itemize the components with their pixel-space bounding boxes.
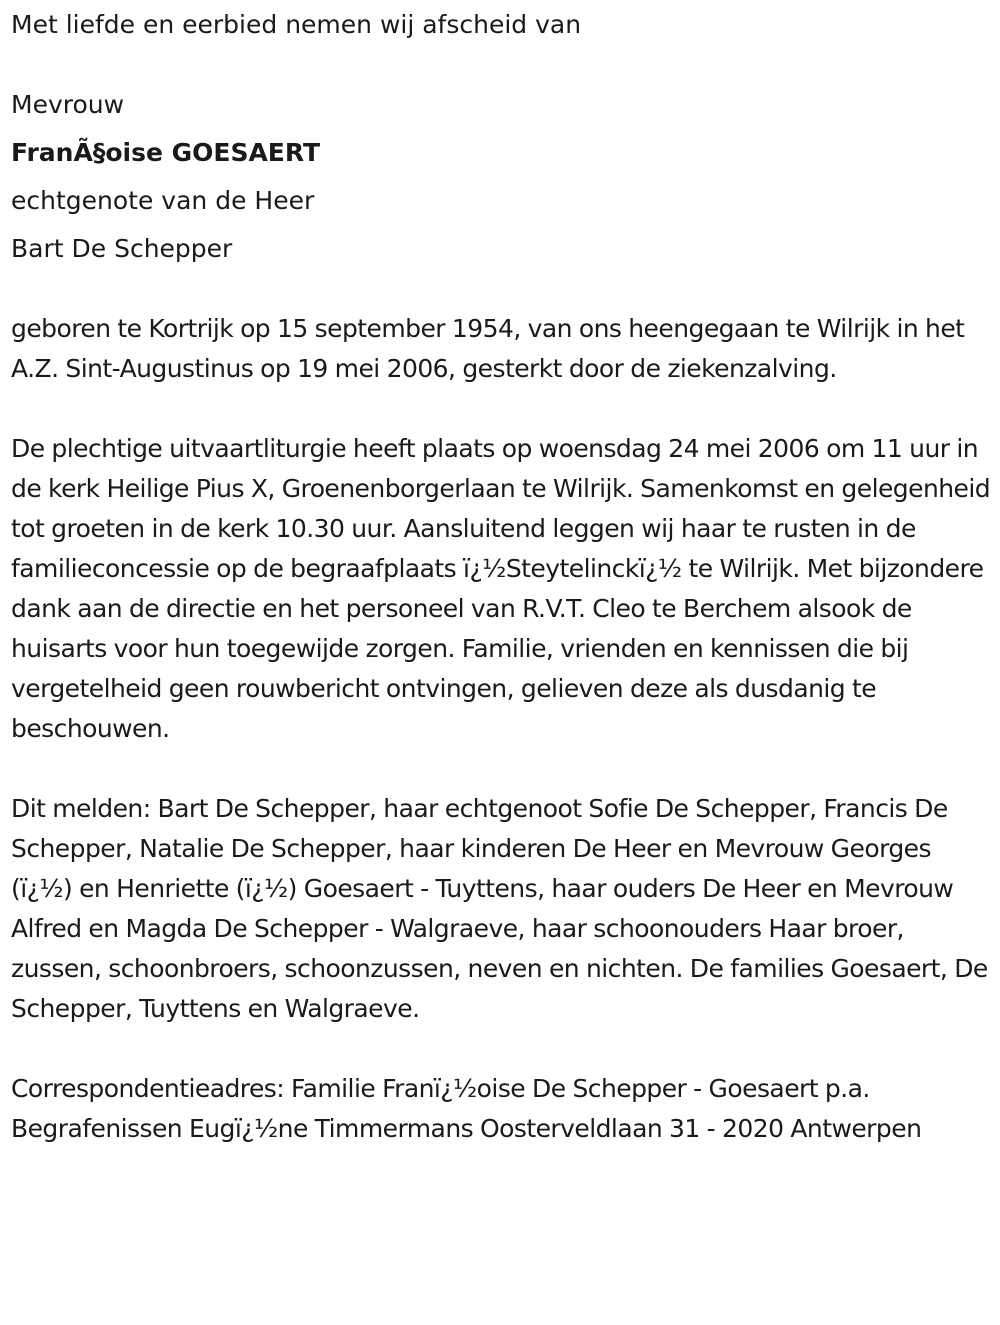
spouse-label: echtgenote van de Heer — [11, 186, 315, 215]
ceremony-paragraph: De plechtige uitvaartliturgie heeft plaats op woensdag 24 mei 2006 om 11 uur in de kerk Heilige Pius X, Groenenborgerlaan te Wilrijk. Samenkomst en gelegenheid tot groeten in de kerk 10.30 uur. Aansluitend leggen wij haar te rusten in de familieconcessie op de begraafplaats ï¿½Steytelinckï¿½ te Wilrijk. Met bijzondere dank aan de directie en het personeel van R.V.T. Cleo te Berchem alsook de huisarts voor hun toegewijde zorgen. Familie, vrienden en kennissen die bij vergetelheid geen rouwbericht ontvingen, gelieven deze als dusdanig te beschouwen. — [11, 434, 991, 743]
correspondence-paragraph: Correspondentieadres: Familie Franï¿½oise De Schepper - Goesaert p.a. Begrafenissen Eugï¿½ne Timmermans Oosterveldlaan 31 - 2020 Antwerpen — [11, 1074, 922, 1143]
birth-death-paragraph: geboren te Kortrijk op 15 september 1954, van ons heengegaan te Wilrijk in het A.Z. Sint-Augustinus op 19 mei 2006, gesterkt door de ziekenzalving. — [11, 314, 965, 383]
spouse-name: Bart De Schepper — [11, 234, 233, 263]
salutation: Mevrouw — [11, 90, 125, 119]
intro-text: Met liefde en eerbied nemen wij afscheid van — [11, 10, 582, 39]
announcers-paragraph: Dit melden: Bart De Schepper, haar echtgenoot Sofie De Schepper, Francis De Schepper, Natalie De Schepper, haar kinderen De Heer en Mevrouw Georges (ï¿½) en Henriette (ï¿½) Goesaert - Tuyttens, haar ouders De Heer en Mevrouw Alfred en Magda De Schepper - Walgraeve, haar schoonouders Haar broer, zussen, schoonbroers, schoonzussen, neven en nichten. De families Goesaert, De Schepper, Tuyttens en Walgraeve. — [11, 794, 988, 1023]
deceased-name: FranÃ§oise GOESAERT — [11, 138, 321, 167]
